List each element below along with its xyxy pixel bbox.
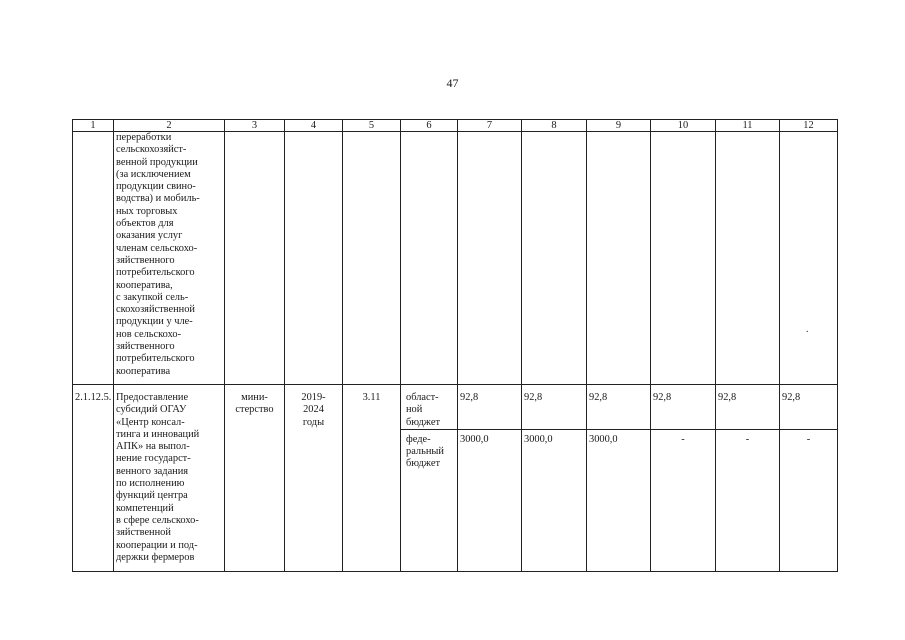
program-table xyxy=(72,119,838,572)
federal-value-col10: - xyxy=(651,429,716,571)
stray-mark: · xyxy=(805,327,809,338)
continuation-row xyxy=(73,132,838,385)
header-cell: 9 xyxy=(587,120,651,132)
regional-value-col12: 92,8 xyxy=(780,385,838,430)
regional-value-col9: 92,8 xyxy=(587,385,651,430)
federal-value-col8: 3000,0 xyxy=(522,429,587,571)
page-number: 47 xyxy=(446,76,459,90)
item-row-regional xyxy=(73,385,838,430)
federal-value-col9: 3000,0 xyxy=(587,429,651,571)
header-cell: 12 xyxy=(780,120,838,132)
federal-value-col11: - xyxy=(716,429,780,571)
header-cell: 11 xyxy=(716,120,780,132)
header-cell: 5 xyxy=(343,120,401,132)
funding-source-regional: област- ной бюджет xyxy=(401,385,458,430)
header-cell: 4 xyxy=(285,120,343,132)
item-period: 2019- 2024 годы xyxy=(285,385,343,572)
header-cell: 8 xyxy=(522,120,587,132)
item-executor: мини- стерство xyxy=(225,385,285,572)
funding-source-federal: феде- ральный бюджет xyxy=(401,429,458,571)
header-cell: 1 xyxy=(73,120,114,132)
federal-value-col7: 3000,0 xyxy=(458,429,522,571)
regional-value-col11: 92,8 xyxy=(716,385,780,430)
item-indicator: 3.11 xyxy=(343,385,401,572)
header-cell: 3 xyxy=(225,120,285,132)
header-cell: 6 xyxy=(401,120,458,132)
regional-value-col8: 92,8 xyxy=(522,385,587,430)
header-row xyxy=(73,120,838,132)
item-number: 2.1.12.5. xyxy=(73,385,114,572)
header-cell: 7 xyxy=(458,120,522,132)
item-description: Предоставление субсидий ОГАУ «Центр консал- тинга и инноваций АПК» на выпол- нение государст- венного задания по исполнению функций центра компетенций в сфере сельскохо- зяйственной кооперации и под- держки фермеров xyxy=(114,385,225,572)
regional-value-col7: 92,8 xyxy=(458,385,522,430)
regional-value-col10: 92,8 xyxy=(651,385,716,430)
federal-value-col12: - xyxy=(780,429,838,571)
header-cell: 2 xyxy=(114,120,225,132)
continuation-description: переработки сельскохозяйст- венной продукции (за исключением продукции свино- водства) и мобиль- ных торговых объектов для оказания услуг членам сельскохо- зяйственного потребительского кооператива, с закупкой сель- скохозяйственной продукции у чле- нов сельскохо- зяйственного потребительского кооператива xyxy=(114,132,225,385)
header-cell: 10 xyxy=(651,120,716,132)
